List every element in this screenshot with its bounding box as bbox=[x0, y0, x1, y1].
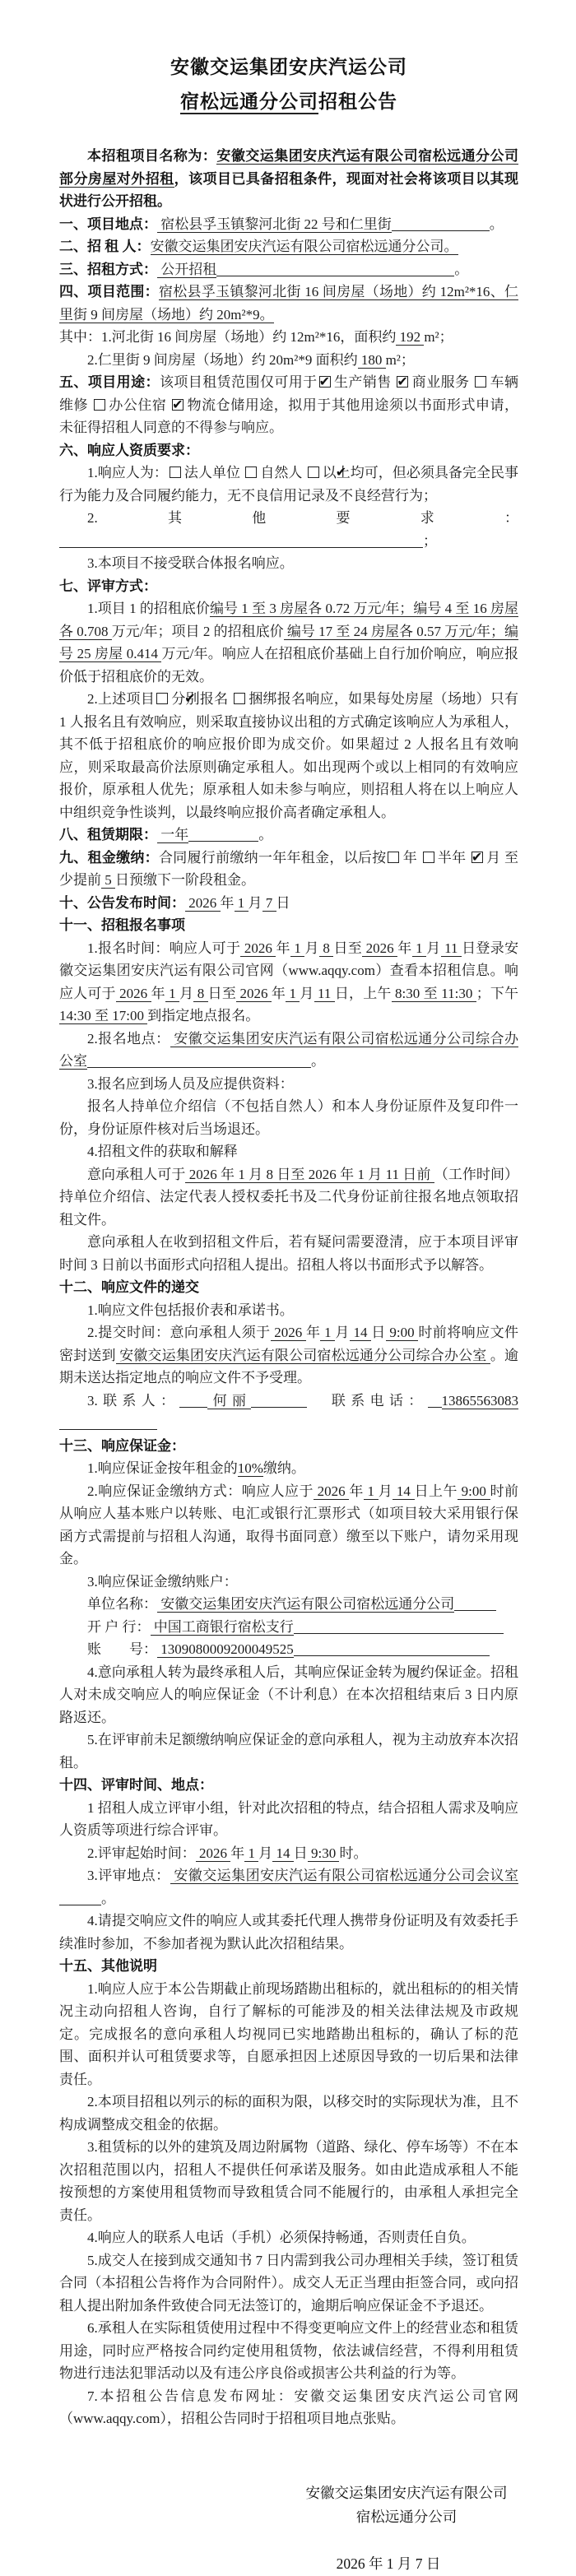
text-run: 1.响应文件包括报价表和承诺书。 bbox=[87, 1302, 294, 1318]
text-run: 1 bbox=[234, 894, 249, 911]
text-run: 2026 bbox=[185, 894, 221, 911]
blank-underline bbox=[59, 1415, 157, 1430]
text-run: 联系电话： bbox=[307, 1392, 428, 1409]
text-run: 日上午 bbox=[414, 1483, 458, 1499]
text-run: 1 bbox=[320, 1325, 336, 1340]
text-run: 3.报名应到场人员及应提供资料： bbox=[87, 1075, 294, 1092]
title-line-1: 安徽交运集团安庆汽运公司 bbox=[170, 56, 407, 77]
blank-underline bbox=[294, 1641, 490, 1656]
text-run: 十一、招租报名事项 bbox=[59, 917, 185, 933]
text-run: 十五、其他说明 bbox=[59, 1958, 157, 1974]
text-run: 生产销售 bbox=[333, 374, 396, 390]
text-run: 11 bbox=[440, 940, 462, 956]
text-run: 十二、响应文件的递交 bbox=[59, 1279, 199, 1295]
text-run: 3.响应保证金缴纳账户： bbox=[87, 1573, 238, 1590]
text-run: 1 bbox=[165, 985, 180, 1001]
paragraph bbox=[59, 1390, 518, 1435]
text-run: 宿松县孚玉镇黎河北街 22 号和仁里街 bbox=[157, 216, 392, 232]
text-run: 到指定地点报名。 bbox=[147, 1008, 260, 1023]
paragraph bbox=[59, 462, 518, 507]
text-run: 2.上述项目 bbox=[87, 691, 156, 707]
text-run: 8:30 至 11:30 bbox=[391, 985, 476, 1001]
paragraph bbox=[59, 326, 518, 349]
document-body bbox=[59, 145, 518, 2430]
text-run: 万元/年。响应人在招租底价基础上自行加价响应，响应报价低于招租底价的无效。 bbox=[59, 646, 518, 685]
blank-underline bbox=[428, 1393, 442, 1408]
text-run: 2.仁里街 9 间房屋（场地）约 20m²*9 面积约 bbox=[87, 351, 358, 368]
text-run: 9:30 bbox=[307, 1845, 340, 1861]
text-run: 3.联系人： bbox=[87, 1392, 180, 1409]
text-run: 5.成交人在接到成交通知书 7 日内需到我公司办理相关手续，签订租赁合同（本招租公告将作为合同附件）。成交人无正当理由拒签合同，或向招租人提出附加条件致使合同无法签订的，逾期后响应保证金不予退还。 bbox=[59, 2252, 518, 2314]
text-run: 单位名称： bbox=[87, 1596, 157, 1612]
text-run: 2.提交时间：意向承租人须于 bbox=[87, 1325, 271, 1340]
text-run: 安徽交运集团安庆汽运有限公司宿松远通分公司会议室 bbox=[170, 1868, 519, 1883]
text-run: 2.响应保证金缴纳方式：响应人应于 bbox=[87, 1483, 314, 1499]
text-run: 4.招租文件的获取和解释 bbox=[87, 1144, 238, 1159]
text-run: 年 bbox=[230, 1845, 245, 1861]
text-run: 二、招 租 人： bbox=[59, 239, 151, 254]
text-run: 。 bbox=[311, 1053, 325, 1069]
text-run: 年 bbox=[220, 894, 235, 911]
paragraph bbox=[59, 1571, 518, 1594]
paragraph bbox=[59, 1842, 518, 1865]
text-run: 年 bbox=[349, 1483, 364, 1499]
text-run: 安徽交运集团安庆汽运有限公司宿松远通分公司部分房屋对外招租 bbox=[59, 148, 519, 187]
text-run: 日登录安徽交运集团安庆汽运有限公司官网（www.aqqy.com）查看本招租信息。响应人可于 bbox=[59, 940, 519, 1001]
text-run: 中国工商银行宿松支行 bbox=[150, 1618, 294, 1635]
text-run: 月 至少提前 bbox=[59, 849, 519, 888]
text-run: 。 bbox=[454, 261, 469, 277]
text-run: 安徽交运集团安庆汽运有限公司宿松远通分公司综合办公室 bbox=[115, 1347, 490, 1363]
checkbox-unchecked-icon bbox=[234, 693, 245, 704]
paragraph bbox=[59, 1480, 518, 1571]
text-run: 时。 bbox=[339, 1845, 368, 1861]
text-run: 编号 1 至 3 房屋各 0.72 万元/年；编号 4 至 16 房屋各 0.708 bbox=[59, 601, 518, 639]
blank-underline bbox=[87, 1053, 311, 1068]
text-run: 1.响应人应于本公告期截止前现场踏勘出租标的，就出租标的的相关情况主动向招租人咨询，自行了解标的可能涉及的相关法律法规及市政规定。完成报名的意向承租人均视同已实地踏勘出租标的，确认了标的范围、面积并认可租赁要求等，自愿承担因上述原因导致的一切后果和法律责任。 bbox=[59, 1980, 518, 2087]
text-run: 六、响应人资质要求： bbox=[59, 442, 199, 458]
text-run: 年 bbox=[306, 1325, 321, 1340]
document-title bbox=[59, 49, 518, 118]
paragraph bbox=[59, 1774, 518, 1797]
text-run: ； bbox=[423, 532, 437, 549]
paragraph bbox=[59, 824, 518, 847]
text-run: 2.报名地点： bbox=[87, 1030, 170, 1047]
paragraph bbox=[59, 2317, 518, 2385]
text-run: 。 bbox=[489, 216, 504, 232]
text-run: 一、项目地点： bbox=[59, 216, 157, 232]
text-run: 账 号： bbox=[87, 1641, 157, 1657]
text-run: （工作时间）持单位介绍信、法定代表人授权委托书及二代身份证前往报名地点领取招租文件。 bbox=[59, 1166, 519, 1228]
text-run: 月 bbox=[179, 985, 194, 1001]
blank-underline bbox=[59, 533, 423, 548]
text-run: 编号 17 至 24 房屋各 0.57 万元/年；编号 25 房屋 0.414 bbox=[59, 623, 518, 661]
text-run: 安徽交运集团安庆汽运有限公司宿松远通分公司 bbox=[157, 1596, 455, 1612]
text-run: 2.评审起始时间： bbox=[87, 1845, 196, 1861]
text-run: 月 bbox=[335, 1325, 350, 1340]
signature-date: 2026 年 1 月 7 日 bbox=[336, 2555, 441, 2572]
text-run: 以上均可，但必须具备完全民事行为能力及合同履约能力，无不良信用记录及不良经营行为； bbox=[59, 465, 519, 504]
text-run: 报名人持单位介绍信（不包括自然人）和本人身份证原件及复印件一份，身份证原件核对后当场退还。 bbox=[59, 1098, 518, 1137]
paragraph bbox=[59, 1140, 518, 1163]
text-run: 四、项目范围： bbox=[59, 284, 159, 299]
paragraph bbox=[59, 213, 518, 236]
checkbox-checked-icon bbox=[471, 852, 483, 863]
text-run: 4.请提交响应文件的响应人或其委托代理人携带身份证明及有效委托手续准时参加，不参加者视为默认此次招租结果。 bbox=[59, 1913, 518, 1952]
text-run: 2.本项目招租以列示的标的面积为限，以移交时的实际现状为准，且不构成调整成交租金的依据。 bbox=[59, 2094, 518, 2133]
paragraph bbox=[59, 439, 518, 462]
text-run: 日预缴下一阶段租金。 bbox=[115, 872, 255, 888]
signature-company-line-2: 宿松远通分公司 bbox=[355, 2508, 458, 2525]
text-run: 2026 bbox=[195, 1845, 231, 1861]
text-run: 日，上午 bbox=[334, 985, 392, 1001]
text-run: 2026 bbox=[362, 940, 398, 956]
text-run: 180 bbox=[357, 351, 386, 368]
text-run: 1.项目 1 的招租底价 bbox=[87, 601, 210, 616]
text-run: 半年 bbox=[437, 849, 470, 866]
text-run: 月 bbox=[258, 1845, 273, 1861]
text-run: 日至 bbox=[333, 940, 363, 956]
text-run: 万元/年；项目 2 的招租底价 bbox=[111, 623, 284, 639]
text-run: 安徽交运集团安庆汽运有限公司宿松远通分公司。 bbox=[150, 239, 458, 254]
paragraph bbox=[59, 1435, 518, 1458]
text-run: 物流仓储用途，拟用于其他用途须以书面形式申请，未征得招租人同意的不得参与响应。 bbox=[59, 397, 518, 435]
paragraph bbox=[59, 688, 518, 824]
paragraph bbox=[59, 1231, 518, 1276]
text-run: 日 bbox=[371, 1325, 386, 1340]
checkbox-unchecked-icon bbox=[423, 852, 434, 863]
text-run: 8 bbox=[193, 985, 208, 1001]
paragraph bbox=[59, 507, 518, 552]
text-run: 1.响应保证金按年租金的 bbox=[87, 1460, 238, 1476]
text-run: 开 户 行： bbox=[87, 1618, 151, 1635]
paragraph bbox=[59, 1955, 518, 1978]
blank-underline bbox=[454, 1596, 496, 1611]
text-run: 。 bbox=[258, 827, 273, 842]
text-run: 一年 bbox=[157, 827, 189, 842]
paragraph bbox=[59, 914, 518, 937]
paragraph bbox=[59, 1593, 518, 1616]
text-run: 分别报名 bbox=[171, 691, 232, 707]
paragraph bbox=[59, 2226, 518, 2249]
text-run: 意向承租人在收到招租文件后，若有疑问需要澄清，应于本项目评审时间 3 日前以书面形式向招租人提出。招租人将以书面形式予以解答。 bbox=[59, 1234, 518, 1273]
text-run: 月 bbox=[304, 940, 319, 956]
text-run: 2026 bbox=[313, 1483, 350, 1499]
text-run: 。 bbox=[101, 1890, 115, 1906]
paragraph bbox=[59, 1073, 518, 1096]
text-run: 13865563083 bbox=[441, 1392, 519, 1409]
paragraph bbox=[59, 2091, 518, 2136]
checkbox-checked-icon bbox=[156, 693, 168, 704]
text-run: 公开招租 bbox=[157, 261, 217, 277]
text-run: 该项目租赁范围仅可用于 bbox=[159, 374, 318, 390]
text-run: 2026 年 1 月 8 日至 2026 年 1 月 11 日前 bbox=[185, 1166, 434, 1182]
text-run: 日 bbox=[293, 1845, 308, 1861]
text-run: 3.评审地点： bbox=[87, 1868, 170, 1883]
checkbox-checked-icon bbox=[397, 376, 408, 388]
text-run: m²； bbox=[424, 329, 453, 345]
text-run: 年 bbox=[397, 940, 412, 956]
text-run: 4.响应人的联系人电话（手机）必须保持畅通，否则责任自负。 bbox=[87, 2230, 476, 2245]
paragraph bbox=[59, 1616, 518, 1639]
text-run: 月 bbox=[426, 940, 441, 956]
text-run: 11 bbox=[314, 985, 335, 1001]
text-run: 车辆维修 bbox=[59, 374, 518, 413]
paragraph bbox=[59, 1095, 518, 1140]
paragraph bbox=[59, 1321, 518, 1390]
blank-underline bbox=[216, 262, 454, 276]
text-run: 14:30 至 17:00 bbox=[59, 1008, 148, 1023]
text-run: 。逾期未送达指定地点的响应文件不予受理。 bbox=[59, 1347, 519, 1385]
paragraph bbox=[59, 937, 518, 1028]
text-run: 9:00 bbox=[385, 1325, 419, 1340]
blank-underline bbox=[179, 1393, 207, 1408]
paragraph bbox=[59, 2136, 518, 2226]
text-run: 5 bbox=[101, 872, 115, 888]
text-run: 1.响应人为： bbox=[87, 465, 168, 480]
text-run: 月 bbox=[248, 894, 262, 911]
paragraph bbox=[59, 1797, 518, 1842]
text-run: 7.本招租公告信息发布网址：安徽交运集团安庆汽运公司官网（www.aqqy.com），招租公告同时于招租项目地点张贴。 bbox=[59, 2388, 518, 2426]
text-run: 14 bbox=[272, 1845, 294, 1861]
paragraph bbox=[59, 371, 518, 439]
title-line-2-underlined: 宿松远通分公司 bbox=[180, 91, 318, 114]
checkbox-unchecked-icon bbox=[388, 852, 399, 863]
text-run: 意向承租人可于 bbox=[87, 1166, 186, 1182]
paragraph bbox=[59, 1910, 518, 1955]
paragraph bbox=[59, 235, 518, 258]
text-run: 10% bbox=[237, 1460, 263, 1476]
text-run: 十三、响应保证金： bbox=[59, 1437, 185, 1454]
signature-company-line-1: 安徽交运集团安庆汽运有限公司 bbox=[305, 2484, 508, 2501]
paragraph bbox=[59, 1457, 518, 1480]
title-line-2 bbox=[59, 84, 518, 118]
text-run: 十四、评审时间、地点： bbox=[59, 1777, 213, 1793]
text-run: 其中：1.河北街 16 间房屋（场地）约 12m²*16，面积约 bbox=[59, 329, 397, 345]
text-run: 日至 bbox=[207, 985, 237, 1001]
text-run: m²； bbox=[385, 351, 415, 368]
text-run: 商业服务 bbox=[411, 374, 474, 390]
text-run: 1 bbox=[244, 1845, 259, 1861]
text-run: 三、招租方式： bbox=[59, 261, 157, 277]
paragraph bbox=[59, 1638, 518, 1661]
text-run: 3.租赁标的以外的建筑及周边附属物（道路、绿化、停车场等）不在本次招租范围以内，招租人不提供任何承诺及服务。如由此造成承租人不能按预想的方案使用租赁物而导致租赁合同不能履行的，由承租人承担完全责任。 bbox=[59, 2139, 518, 2223]
blank-underline bbox=[188, 827, 258, 842]
paragraph bbox=[59, 1276, 518, 1299]
text-run: 捆绑报名响应，如果每处房屋（场地）只有 1 人报名且有效响应，则采取直接协议出租的方式确定该响应人为承租人，其不低于招租底价的响应报价即为成交价。如果超过 2 人报名且有效响应，则采取最高价法原则确定承租人。如出现两个或以上相同的有效响应报价，原承租人优先；原承租人如未参与响应，则招租人将在以上响应人中组织竞争性谈判，以最终响应报价高者确定承租人。 bbox=[59, 691, 519, 820]
text-run: 十、公告发布时间： bbox=[59, 894, 185, 911]
paragraph bbox=[59, 1028, 518, 1073]
text-run: 2.其他要求： bbox=[87, 510, 518, 526]
text-run: 月 bbox=[378, 1483, 393, 1499]
paragraph bbox=[59, 1729, 518, 1774]
signature-block bbox=[300, 2481, 513, 2576]
blank-underline bbox=[59, 1891, 101, 1905]
checkbox-checked-icon bbox=[319, 376, 331, 388]
text-run: 2026 bbox=[270, 1325, 307, 1340]
blank-underline bbox=[392, 216, 490, 231]
text-run: 自然人 bbox=[260, 465, 306, 480]
checkbox-unchecked-icon bbox=[94, 399, 105, 411]
text-run: 1 招租人成立评审小组，针对此次招租的特点，结合招租人需求及响应人资质等项进行综合评审。 bbox=[59, 1799, 518, 1838]
text-run: 本招租项目名称为： bbox=[87, 148, 217, 164]
paragraph bbox=[59, 2249, 518, 2318]
text-run: 时前将响应文件密封送到 bbox=[59, 1325, 519, 1363]
text-run: 1.报名时间：响应人可于 bbox=[87, 940, 241, 956]
text-run: ，该项目已具备招租条件，现面对社会将该项目以其现状进行公开招租。 bbox=[59, 170, 519, 209]
checkbox-unchecked-icon bbox=[475, 376, 486, 388]
text-run: 年 bbox=[151, 985, 165, 1001]
text-run: 4.意向承租人转为最终承租人后，其响应保证金转为履约保证金。招租人对未成交响应人的响应保证金（不计利息）在本次招租结束后 3 日内原路返还。 bbox=[59, 1664, 518, 1725]
paragraph bbox=[59, 552, 518, 575]
text-run: 1309080009200049525 bbox=[157, 1641, 294, 1657]
text-run: 5.在评审前未足额缴纳响应保证金的意向承租人，视为主动放弃本次招租。 bbox=[59, 1732, 518, 1771]
text-run: 3.本项目不接受联合体报名响应。 bbox=[87, 555, 294, 571]
text-run: 八、租赁期限： bbox=[59, 827, 157, 842]
paragraph bbox=[59, 2385, 518, 2430]
text-run: 月 bbox=[300, 985, 314, 1001]
text-run: 宿松县孚玉镇黎河北街 16 间房屋（场地）约 12m²*16、仁里街 9 间房屋（场地）约 20m²*9。 bbox=[59, 284, 518, 323]
text-run: 七、评审方式： bbox=[59, 578, 157, 594]
checkbox-checked-icon bbox=[308, 466, 319, 478]
text-run: 年 bbox=[276, 940, 290, 956]
paragraph bbox=[59, 892, 518, 915]
text-run: 合同履行前缴纳一年年租金，以后按 bbox=[158, 849, 387, 866]
paragraph bbox=[59, 1978, 518, 2091]
blank-underline bbox=[294, 1619, 504, 1634]
text-run: 1 bbox=[363, 1483, 379, 1499]
text-run: 7 bbox=[262, 894, 276, 911]
text-run: 2026 bbox=[115, 985, 151, 1001]
text-run: 九、租金缴纳： bbox=[59, 849, 159, 866]
text-run: 年 bbox=[271, 985, 286, 1001]
text-run: 法人单位 bbox=[183, 465, 244, 480]
paragraph bbox=[59, 597, 518, 688]
text-run: 9:00 bbox=[457, 1483, 490, 1499]
text-run: ；下午 bbox=[476, 985, 519, 1001]
text-run: 1 bbox=[411, 940, 427, 956]
text-run: 1 bbox=[286, 985, 300, 1001]
text-run: 192 bbox=[396, 329, 425, 345]
text-run: 6.承租人在实际租赁使用过程中不得变更响应文件上的经营业态和租赁用途，同时应严格按合同约定使用租赁物，依法诚信经营，不得利用租赁物进行违法犯罪活动以及有违公序良俗或损害公共利益的行为等。 bbox=[59, 2320, 518, 2381]
paragraph bbox=[59, 281, 518, 326]
checkbox-unchecked-icon bbox=[245, 466, 257, 478]
paragraph bbox=[59, 1661, 518, 1729]
text-run: 1 bbox=[290, 940, 305, 956]
text-run: 安徽交运集团安庆汽运有限公司宿松远通分公司综合办公室 bbox=[59, 1030, 519, 1069]
text-run: 8 bbox=[318, 940, 334, 956]
title-line-2-rest: 招租公告 bbox=[318, 91, 397, 112]
text-run: 日 bbox=[276, 894, 290, 911]
text-run: 年 bbox=[402, 849, 421, 866]
text-run: 14 bbox=[349, 1325, 372, 1340]
text-run: 2026 bbox=[240, 940, 276, 956]
paragraph bbox=[59, 1299, 518, 1322]
text-run: 2026 bbox=[236, 985, 272, 1001]
text-run: 何丽 bbox=[207, 1392, 252, 1409]
paragraph bbox=[59, 1864, 518, 1910]
paragraph bbox=[59, 1163, 518, 1232]
paragraph bbox=[59, 575, 518, 598]
text-run: 时前从响应人基本账户以转账、电汇或银行汇票形式（如项目较大采用银行保函方式需提前与招租人沟通，取得书面同意）缴至以下账户，请勿采用现金。 bbox=[59, 1483, 519, 1566]
paragraph bbox=[59, 847, 518, 892]
text-run: 办公住宿 bbox=[108, 397, 171, 413]
blank-underline bbox=[251, 1393, 307, 1408]
text-run: 缴纳。 bbox=[262, 1460, 305, 1476]
text-run: 五、项目用途： bbox=[59, 374, 160, 390]
paragraph bbox=[59, 145, 518, 213]
text-run: 14 bbox=[393, 1483, 415, 1499]
paragraph bbox=[59, 349, 518, 372]
checkbox-checked-icon bbox=[172, 399, 183, 411]
checkbox-unchecked-icon bbox=[170, 466, 181, 478]
paragraph bbox=[59, 258, 518, 281]
